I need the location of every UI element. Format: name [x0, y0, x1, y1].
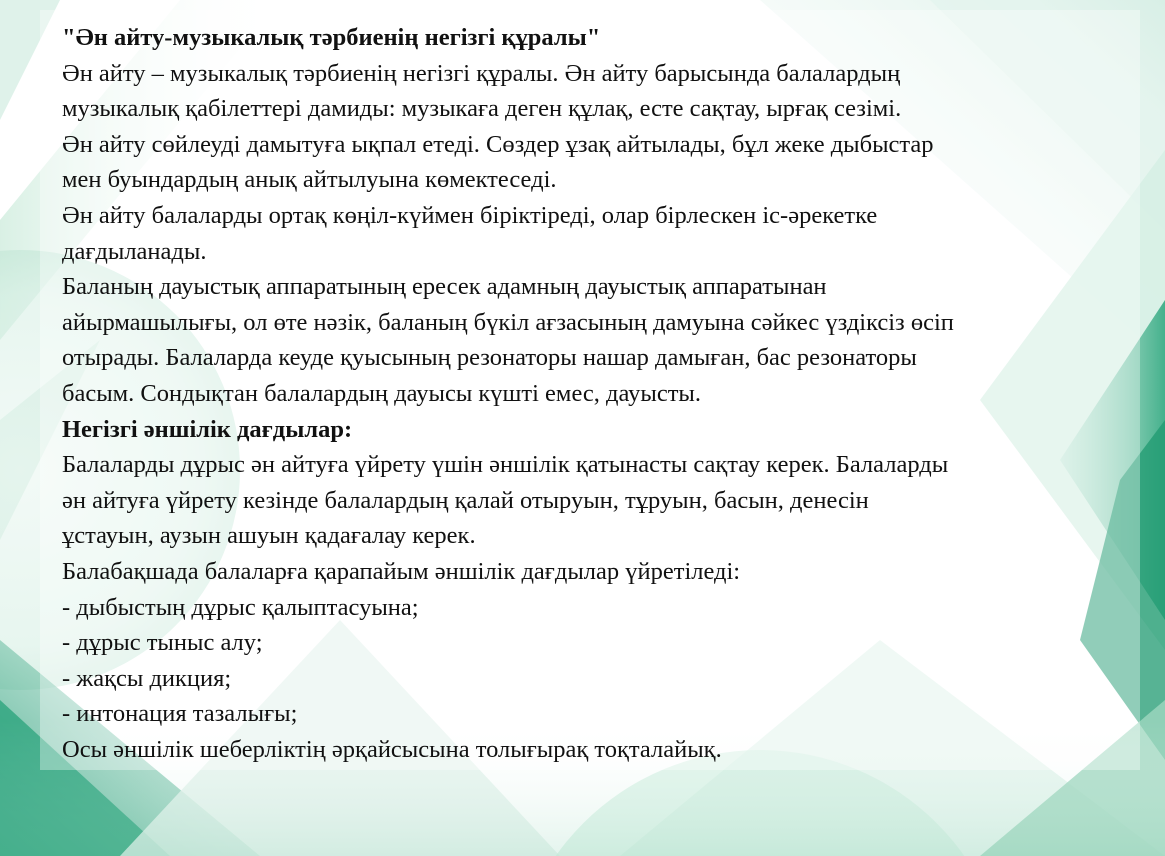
paragraph-line: басым. Сондықтан балалардың дауысы күшті емес, дауысты.	[62, 379, 702, 407]
list-item: - жақсы дикция;	[62, 664, 232, 692]
section-subheading: Негізгі әншілік дағдылар:	[62, 415, 353, 443]
paragraph-line: мен буындардың анық айтылуына көмектеседі.	[62, 166, 557, 194]
list-item: - дыбыстың дұрыс қалыптасуына;	[62, 593, 419, 621]
paragraph-line: айырмашылығы, ол өте нәзік, баланың бүкіл ағзасының дамуына сәйкес үздіксіз өсіп	[62, 308, 954, 336]
paragraph-line: Баланың дауыстық аппаратының ересек адамның дауыстық аппаратынан	[62, 273, 827, 301]
closing-line: Осы әншілік шеберліктің әрқайсысына толығырақ тоқталайық.	[62, 735, 722, 763]
paragraph-line: ұстауын, аузын ашуын қадағалау керек.	[62, 522, 476, 550]
list-item: - интонация тазалығы;	[62, 700, 298, 728]
paragraph-line: Ән айту – музыкалық тәрбиенің негізгі құралы. Ән айту барысында балалардың	[62, 59, 901, 87]
paragraph-line: Ән айту сөйлеуді дамытуға ықпал етеді. Сөздер ұзақ айтылады, бұл жеке дыбыстар	[62, 130, 934, 158]
paragraph-line: Балабақшада балаларға қарапайым әншілік дағдылар үйретіледі:	[62, 557, 741, 585]
paragraph-line: дағдыланады.	[62, 237, 207, 265]
paragraph-line: Ән айту балаларды ортақ көңіл-күймен біріктіреді, олар бірлескен іс-әрекетке	[62, 201, 878, 229]
slide-title: "Ән айту-музыкалық тәрбиенің негізгі құралы"	[62, 24, 601, 51]
paragraph-line: Балаларды дұрыс ән айтуға үйрету үшін әншілік қатынасты сақтау керек. Балаларды	[62, 451, 949, 479]
paragraph-line: отырады. Балаларда кеуде қуысының резонаторы нашар дамыған, бас резонаторы	[62, 344, 917, 372]
paragraph-line: музыкалық қабілеттері дамиды: музыкаға деген құлақ, есте сақтау, ырғақ сезімі.	[62, 95, 902, 123]
text-block	[62, 20, 1137, 767]
paragraph-line: ән айтуға үйрету кезінде балалардың қалай отыруын, тұруын, басын, денесін	[62, 486, 869, 514]
list-item: - дұрыс тыныс алу;	[62, 629, 263, 657]
